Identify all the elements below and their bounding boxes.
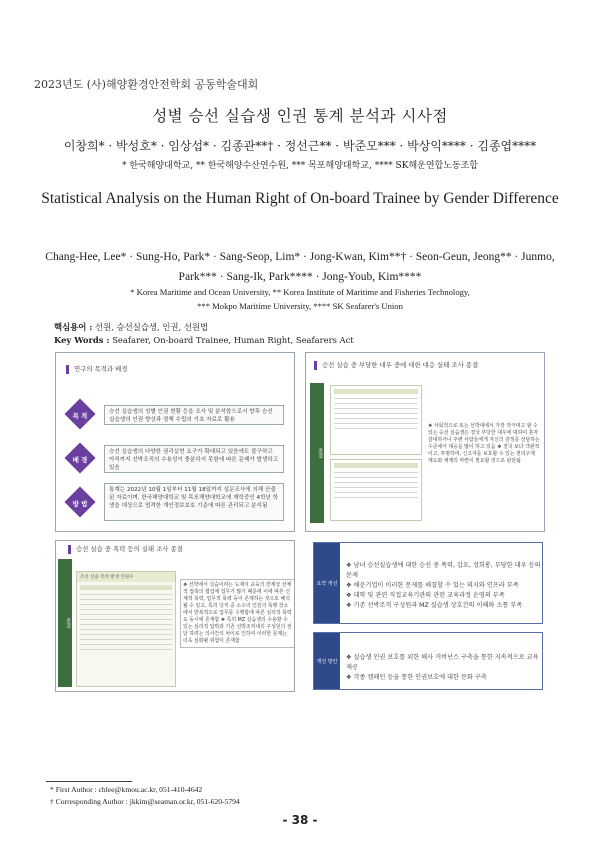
improvement-box-label: 개선 방안 (314, 633, 340, 689)
panel-violence-survey (55, 540, 295, 692)
panel2-side-label: 종결 (310, 383, 324, 523)
page-number: - 38 - (282, 813, 318, 827)
panel-purpose-background (55, 352, 295, 532)
panel3-note: ❖ 선박에서 실습이라는 도제식 교육의 한계상 선체적 접촉의 협업에 업무가 많기 때문에 이에 따른 신체적 폭력, 업무적 폭력 등이 존재하는 것으로 해석될 수 있고, 특히 당직 중 소수의 인원의 폭행 장소에서 반복적으로 업무를 수행함에 따른 심리적 폭력도 동시에 존재함 ❖ 특히 MZ 실습생의 수용할 수 있는 심리적 압박과 기존 선박조직내의 구성원의 전달 하려는 의사간의 차이로 인하여 이러한 문제는 더욱 심화될 위험이 존재함 (180, 579, 295, 648)
english-affiliation-line1: * Korea Maritime and Ocean University, ** Korea Institute of Maritime and Fisheries Technology, (130, 287, 470, 297)
summary-box-label: 요약 개선 (314, 543, 340, 623)
summary-box (313, 542, 543, 624)
panel2-note: ❖ 사회적으로 또는 선박내에서 가장 적극대고 할 수 있는 승선 실습생은 결국 부당한 대우에 대하여 혼자 감내하거나 주변 사람들에게 자신의 감정을 상담하는 수준에서 대응을 많이 하고 있음 ❖ 결국 보다 객관적이고, 투명하며, 신고자를 보호할 수 있는 권리구제 제도와 체계의 마련이 필요할 것으로 판단됨 (428, 423, 540, 464)
korean-authors: 이창희* · 박성호* · 임상섭* · 김종관**† · 정선근** · 박준모*** · 박상익**** · 김종엽**** (63, 139, 537, 153)
panel3-side-label: 종결 (58, 559, 72, 687)
method-label: 방 법 (72, 500, 88, 508)
korean-keywords-value: 선원, 승선실습생, 인권, 선원법 (95, 322, 209, 332)
panel2-title: 승선 실습 중 부당한 대우 중에 대한 대응 실태 조사 종결 (314, 361, 478, 370)
method-text: 통계는 2022년 10월 1일부터 11월 18일까지 설문조사에 의해 산출된 자료이며, 한국해양대학교 및 목포해양대학교에 재학중인 4학년 학생을 대상으로 엄격한 개인정보보호 기준에 따른 관리되고 분석됨 (104, 483, 284, 521)
improvement-item: ❖ 각종 캠페인 등을 통한 인권보호에 대한 문화 구축 (346, 674, 487, 681)
english-keywords-value: Seafarer, On-board Trainee, Human Right, Seafarers Act (112, 335, 354, 345)
panel-response-survey (305, 352, 545, 532)
conference-header: 2023년도 (사)해양환경안전학회 공동학술대회 (34, 78, 259, 91)
english-affiliations (40, 285, 560, 313)
purpose-label: 목 적 (72, 412, 88, 420)
korean-title: 성별 승선 실습생 인권 통계 분석과 시사점 (152, 107, 448, 125)
improvement-list (346, 653, 542, 683)
summary-item: ❖ 대학 및 관련 직접교육기관의 관련 교육과정 운영의 부족 (346, 592, 505, 599)
english-affiliation-line2: *** Mokpo Maritime University, **** SK Seafarer's Union (197, 301, 403, 311)
improvement-item: ❖ 실습생 인권 보호를 위한 해사 거버넌스 구축을 통한 지속적으로 교육 제공 (346, 654, 539, 671)
response-table-1 (330, 385, 422, 455)
panel-summary-improvement (305, 540, 545, 692)
first-author-footnote: * First Author : chlee@kmou.ac.kr, 051-410-4642 (50, 785, 203, 794)
purpose-text: 승선 실습생의 성별 인권 현황 등을 조사 및 분석함으로서 향후 승선 실습생의 인권 향상과 정책 수립의 기초 자료로 활용 (104, 405, 284, 425)
summary-list (346, 561, 542, 611)
violence-table (76, 571, 176, 687)
english-title: Statistical Analysis on the Human Right of On-board Trainee by Gender Difference (41, 190, 559, 207)
summary-item: ❖ 해운기업이 이러한 문제를 해결할 수 있는 의지와 인프라 부족 (346, 582, 519, 589)
korean-keywords-label: 핵심용어 : (54, 322, 93, 332)
korean-keywords (54, 321, 208, 333)
corresponding-author-footnote: † Corresponding Author : jkkim@seaman.or.kr, 051-620-5794 (50, 797, 240, 806)
english-keywords-label: Key Words : (54, 335, 110, 345)
improvement-box (313, 632, 543, 690)
panel3-title: 승선 실습 중 폭력 등의 실태 조사 종결 (68, 545, 183, 554)
violence-table-title: 조선 실습 폭력 발생 인원수 (77, 572, 175, 582)
english-keywords (54, 335, 354, 345)
footnote-divider (46, 781, 132, 782)
english-authors: Chang-Hee, Lee* · Sung-Ho, Park* · Sang-Seop, Lim* · Jong-Kwan, Kim**† · Seon-Geun, Jeong** · Junmo, Park*** · Sang-Ik, Park**** · Jong-Youb, Kim**** (45, 251, 555, 283)
panel1-title: 연구의 목적과 배경 (66, 365, 127, 374)
background-text: 승선 실습생의 다양한 권리실현 요구가 확대되고 있음에도 불구하고 아직까지 선박조직의 수용성이 충분하지 못함에 따른 문제가 발생하고 있음 (104, 445, 284, 473)
korean-affiliations: * 한국해양대학교, ** 한국해양수산연수원, *** 목포해양대학교, **** SK해운연합노동조합 (121, 161, 478, 171)
summary-item: ❖ 기존 선박조직 구성원과 MZ 실습생 상호간의 이해와 소통 부족 (346, 602, 523, 609)
summary-item: ❖ 남녀 승선실습생에 대한 승선 중 폭력, 갑요, 성희롱, 부당한 대우 등의 문제 (346, 562, 541, 579)
response-table-2 (330, 459, 422, 521)
background-label: 배 경 (72, 456, 88, 464)
